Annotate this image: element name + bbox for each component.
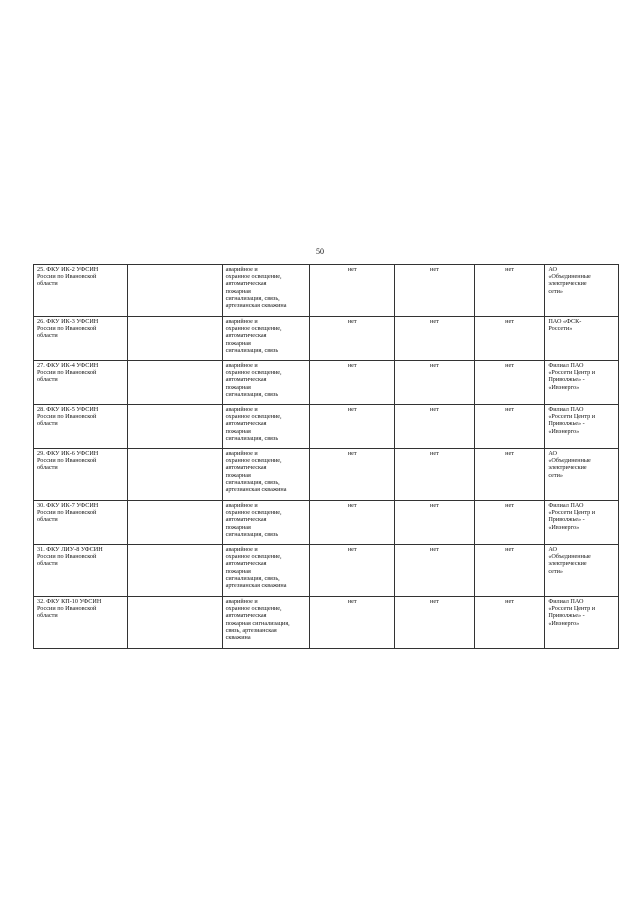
value-cell [474, 317, 545, 361]
supplier-cell [545, 501, 619, 545]
empty-cell [127, 405, 222, 449]
load-description-cell [222, 317, 310, 361]
value-cell [310, 317, 395, 361]
org-name-text: 26. ФКУ ИК-3 УФСИН России по Ивановской области [37, 318, 99, 340]
value-cell [474, 501, 545, 545]
value-text: нет [505, 546, 514, 553]
load-description-cell [222, 545, 310, 597]
empty-cell [127, 545, 222, 597]
value-text: нет [347, 502, 357, 509]
load-description-cell [222, 405, 310, 449]
value-text: нет [347, 362, 357, 369]
supplier-text: ПАО «ФСК- Россети» [548, 318, 582, 333]
value-text: нет [430, 362, 439, 369]
org-name-cell [34, 545, 128, 597]
supplier-text: АО «Объединенные электрические сети» [548, 266, 591, 295]
supplier-cell [545, 449, 619, 501]
load-description-text: аварийное и охранное освещение, автоматическая пожарная сигнализация, связь [225, 362, 282, 398]
value-cell [474, 405, 545, 449]
value-cell [474, 449, 545, 501]
load-description-cell [222, 501, 310, 545]
value-text: нет [505, 406, 514, 413]
value-cell [395, 265, 475, 317]
value-text: нет [347, 406, 357, 413]
value-text: нет [505, 502, 514, 509]
value-cell [395, 449, 475, 501]
value-text: нет [347, 450, 357, 457]
value-cell [395, 545, 475, 597]
value-cell [395, 597, 475, 649]
supplier-cell [545, 597, 619, 649]
org-name-text: 29. ФКУ ИК-6 УФСИН России по Ивановской области [37, 450, 99, 472]
supplier-cell [545, 265, 619, 317]
load-description-cell [222, 361, 310, 405]
org-name-cell [34, 597, 128, 649]
org-name-text: 28. ФКУ ИК-5 УФСИН России по Ивановской области [37, 406, 99, 428]
org-name-text: 25. ФКУ ИК-2 УФСИН России по Ивановской области [37, 266, 99, 288]
load-description-text: аварийное и охранное освещение, автоматическая пожарная сигнализация, связь, артезианская скважина [225, 266, 287, 310]
supplier-text: Филиал ПАО «Россети Центр и Приволжье» - «Ивэнерго» [548, 598, 596, 627]
load-description-text: аварийное и охранное освещение, автоматическая пожарная сигнализация, связь [225, 318, 282, 354]
load-description-cell [222, 597, 310, 649]
value-text: нет [347, 266, 357, 273]
supplier-text: Филиал ПАО «Россети Центр и Приволжье» - «Ивэнерго» [548, 406, 596, 435]
table-row [34, 265, 619, 317]
page-number: 50 [316, 247, 324, 256]
supplier-cell [545, 545, 619, 597]
value-text: нет [430, 546, 439, 553]
value-text: нет [347, 546, 357, 553]
value-cell [395, 317, 475, 361]
value-text: нет [505, 362, 514, 369]
supplier-cell [545, 361, 619, 405]
table-row [34, 545, 619, 597]
load-description-text: аварийное и охранное освещение, автоматическая пожарная сигнализация, связь, артезианская скважина [225, 598, 290, 642]
empty-cell [127, 317, 222, 361]
value-text: нет [430, 266, 439, 273]
table-row [34, 501, 619, 545]
consumers-table [33, 264, 619, 649]
org-name-cell [34, 405, 128, 449]
empty-cell [127, 597, 222, 649]
value-text: нет [430, 502, 439, 509]
org-name-cell [34, 265, 128, 317]
value-cell [395, 501, 475, 545]
table-row [34, 597, 619, 649]
table-row [34, 405, 619, 449]
org-name-cell [34, 501, 128, 545]
value-cell [474, 265, 545, 317]
org-name-text: 27. ФКУ ИК-4 УФСИН России по Ивановской области [37, 362, 99, 384]
org-name-cell [34, 449, 128, 501]
value-cell [310, 545, 395, 597]
empty-cell [127, 501, 222, 545]
org-name-text: 32. ФКУ КП-10 УФСИН России по Ивановской области [37, 598, 102, 620]
supplier-cell [545, 405, 619, 449]
load-description-text: аварийное и охранное освещение, автоматическая пожарная сигнализация, связь [225, 502, 282, 538]
value-cell [310, 597, 395, 649]
value-text: нет [505, 318, 514, 325]
value-cell [310, 361, 395, 405]
load-description-text: аварийное и охранное освещение, автоматическая пожарная сигнализация, связь, артезианская скважина [225, 450, 287, 494]
empty-cell [127, 449, 222, 501]
value-cell [310, 405, 395, 449]
value-cell [310, 501, 395, 545]
value-text: нет [430, 318, 439, 325]
org-name-text: 30. ФКУ ИК-7 УФСИН России по Ивановской области [37, 502, 99, 524]
value-text: нет [347, 318, 357, 325]
value-cell [310, 449, 395, 501]
value-text: нет [505, 450, 514, 457]
value-text: нет [430, 598, 439, 605]
empty-cell [127, 361, 222, 405]
load-description-cell [222, 449, 310, 501]
value-cell [474, 597, 545, 649]
org-name-cell [34, 361, 128, 405]
value-cell [474, 545, 545, 597]
table-row [34, 449, 619, 501]
value-cell [474, 361, 545, 405]
org-name-text: 31. ФКУ ЛИУ-8 УФСИН России по Ивановской области [37, 546, 103, 568]
value-cell [310, 265, 395, 317]
supplier-text: АО «Объединенные электрические сети» [548, 546, 591, 575]
supplier-text: АО «Объединенные электрические сети» [548, 450, 591, 479]
value-text: нет [505, 266, 514, 273]
supplier-text: Филиал ПАО «Россети Центр и Приволжье» - «Ивэнерго» [548, 502, 596, 531]
org-name-cell [34, 317, 128, 361]
empty-cell [127, 265, 222, 317]
value-text: нет [505, 598, 514, 605]
value-text: нет [430, 406, 439, 413]
table-body [34, 265, 619, 649]
load-description-text: аварийное и охранное освещение, автоматическая пожарная сигнализация, связь [225, 406, 282, 442]
table-row [34, 361, 619, 405]
table-row [34, 317, 619, 361]
supplier-text: Филиал ПАО «Россети Центр и Приволжье» - «Ивэнерго» [548, 362, 596, 391]
value-text: нет [430, 450, 439, 457]
load-description-text: аварийное и охранное освещение, автоматическая пожарная сигнализация, связь, артезианская скважина [225, 546, 287, 590]
value-text: нет [347, 598, 357, 605]
value-cell [395, 361, 475, 405]
value-cell [395, 405, 475, 449]
supplier-cell [545, 317, 619, 361]
load-description-cell [222, 265, 310, 317]
